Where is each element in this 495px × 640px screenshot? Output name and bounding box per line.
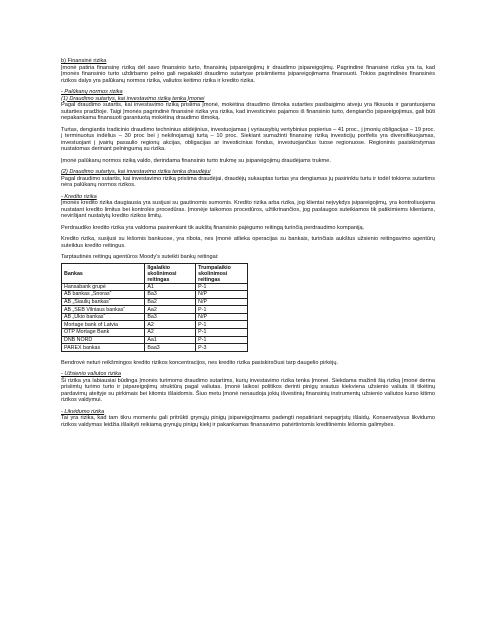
- financial-risk-intro: Įmonė patiria finansinę riziką dėl savo finansinio turto, finansinių įsipareigojimų ir draudimo įsipareigojimų. Pagrindinė finansinė rizika yra ta, kad Įmonės finansinio turto uždirbamo pelno gali nepakakti draudimo sutartyse prisiimtiems įsipareigojimams finansuoti. Tokios pagrindinės finansinės rizikos dalys yra palūkanų normos rizika, valiutos keitimo rizika ir kredito rizika.: [61, 64, 435, 84]
- column-header-short-term: Trumpalaikio skolinimosi reitingas: [196, 263, 248, 283]
- short-term-rating: N/P: [196, 291, 248, 299]
- long-term-rating: Aa2: [145, 306, 196, 314]
- short-term-rating: P-1: [196, 306, 248, 314]
- short-term-rating: P-1: [196, 321, 248, 329]
- table-row: [62, 313, 248, 321]
- short-term-rating: N/P: [196, 298, 248, 306]
- table-row: [62, 306, 248, 314]
- interest-paragraph-1: Pagal draudimo sutartis, kai investavimo riziką prisiima Įmonė, mokėtina draudimo išmoka sutarties pasibaigimo atveju yra fiksuota ir garantuojama sutarties pradžioje. Taigi Įmonės pagrindinė finansinė rizika yra rizika, kad investicinės pajamos iš finansinio turto, dengiančio įsipareigojimus, gali būti nepakankama finansuoti garantuotą mokėtiną draudimo išmoką.: [61, 102, 435, 121]
- ratings-table-caption: Tarptautinės reitingų agentūros Moody's suteikti bankų reitingai:: [61, 254, 219, 260]
- credit-paragraph-1: Įmonės kredito rizika daugiausia yra susijusi su gautinomis sumomis. Kredito rizika arba rizika, jog klientai neįvykdys įsipareigojimų, yra kontroliuojama nustatant kredito limitus bei kontrolės procedūras. Įmonėje taikomos procedūros, užtikrinančios, jog paslaugos suteikiamos tik patikimiems klientams, neviršijant nustatytų kredito rizikos limitų.: [61, 200, 435, 219]
- bank-name: Hansabank grupė: [62, 283, 145, 291]
- short-term-rating: P-3: [196, 344, 248, 352]
- table-row: [62, 336, 248, 344]
- bank-name: AB bankas „Snoras“: [62, 291, 145, 299]
- long-term-rating: A2: [145, 321, 196, 329]
- table-row: [62, 321, 248, 329]
- bank-name: OTP Mortage Bank: [62, 329, 145, 337]
- interest-rate-risk-heading: - Palūkanų normos rizika: [61, 89, 123, 95]
- bank-name: PAREX bankas: [62, 344, 145, 352]
- credit-paragraph-2: Perdraudiko kredito rizika yra valdoma pasirenkant tik aukštą finansinio pajėgumo reitingą turinčią perdraudimo kompaniją.: [61, 224, 365, 231]
- table-row: [62, 329, 248, 337]
- credit-paragraph-4: Bendrovė neturi reikšmingos kredito rizikos koncentracijos, nes kredito rizika pasiskirsčiusi tarp daugelio pirkėjų.: [61, 359, 339, 366]
- bank-name: DNB NORD: [62, 336, 145, 344]
- liquidity-paragraph-1: Tai yra rizika, kad tam tikru momentu gali pritrūkti grynųjų pinigų įsipareigojimams padengti nepatiriant nepagrįstų išlaidų. Konservatyvus likvidumo rizikos valdymas leidžia išlaikyti reikiamą grynųjų pinigų kiekį ir pakankamas finansavimo patvirtintomis kreditinėmis lėšomis galimybes.: [61, 415, 435, 428]
- short-term-rating: P-1: [196, 283, 248, 291]
- table-row: [62, 283, 248, 291]
- long-term-rating: A1: [145, 283, 196, 291]
- credit-paragraph-3: Kredito rizika, susijusi su lėšomis bankuose, yra ribota, nes Įmonė atlieka operacijas su bankais, turinčiais aukštus užsienio reitingavimo agentūrų suteiktus kredito reitingus.: [61, 236, 435, 249]
- interest-subheading-1: (1) Draudimo sutartys, kai investavimo riziką tenka Įmonei: [61, 95, 205, 102]
- interest-paragraph-4: Pagal draudimo sutartis, kai investavimo riziką prisiima draudėjai, draudėjų sukauptas turtas yra dengiamas jų pasirinktu turtu ir todėl tokioms sutartims nėra palūkanų normos rizikos.: [61, 175, 435, 188]
- bank-name: AB „Ūkio bankas“: [62, 313, 145, 321]
- liquidity-risk-heading: - Likvidumo rizika: [61, 408, 105, 415]
- bank-ratings-table: [61, 263, 248, 352]
- bank-name: Mortage bank of Latvia: [62, 321, 145, 329]
- credit-risk-heading: - Kredito rizika: [61, 193, 97, 200]
- document-page: [61, 58, 435, 433]
- table-row: [62, 298, 248, 306]
- interest-subheading-2: (2) Draudimo sutartys, kai investavimo rizika tenka draudėjui: [61, 169, 211, 175]
- short-term-rating: P-1: [196, 336, 248, 344]
- interest-paragraph-2: Turtas, dengiantis tradicinio draudimo techninius atidėjinius, investuojamas į vyriausybių vertybinius popierius – 41 proc., į įmonių obligacijas – 19 proc. į terminuotus indėlius – 30 proc bei į nekilnojamąjį turtą – 10 proc. Siekiant sumažinti finansinę riziką investicijų portfelis yra diversifikuojamas, investuojant į įvairių pasaulio regionų akcijas, obligacijas ar investicinius fondus, investuojančius tuose regionuose. Regioninis pasiskirstymas nustatomas derinant pelningumą su rizika.: [61, 126, 435, 152]
- long-term-rating: Ba2: [145, 298, 196, 306]
- long-term-rating: Baa3: [145, 344, 196, 352]
- table-header-row: [62, 263, 248, 283]
- table-row: [62, 291, 248, 299]
- fx-paragraph-1: Ši rizika yra labiausiai būdinga Įmonės turimoms draudimo sutartims, kurių investavimo rizika tenka Įmonei. Siekdama mažinti šią riziką Įmonė derina prisiimtų turimo turto ir įsipareigojimų struktūrą pagal valiutas. Įmonė laikosi politikos derinti pinigų srautus kiekviena užsienio valiuta iš tikėtinų pardavimų ateityje su pirkimais bei kitomis išlaidomis. Šiuo metu Įmonė nenaudoja jokių išvestinių finansinių instrumentų užsienio valiutos kurso kitimo rizikos valdymui.: [61, 377, 435, 404]
- long-term-rating: A2: [145, 329, 196, 337]
- short-term-rating: P-1: [196, 329, 248, 337]
- column-header-long-term: Ilgalaikio skolinimosi reitingas: [145, 263, 196, 283]
- long-term-rating: Ba3: [145, 313, 196, 321]
- column-header-bank: Bankas: [62, 263, 145, 283]
- interest-paragraph-3: Įmonė palūkanų normos riziką valdo, derindama finansinio turto trukmę su įsipareigojimų draudėjams trukme.: [61, 157, 331, 164]
- bank-name: AB „SEB Vilniaus bankas“: [62, 306, 145, 314]
- fx-risk-heading: - Užsienio valiutos rizika: [61, 371, 121, 378]
- bank-name: AB „Šiaulių bankas“: [62, 298, 145, 306]
- long-term-rating: Ba3: [145, 291, 196, 299]
- long-term-rating: Aa1: [145, 336, 196, 344]
- table-row: [62, 344, 248, 352]
- section-b-heading: b) Finansinė rizika: [61, 58, 107, 64]
- short-term-rating: N/P: [196, 313, 248, 321]
